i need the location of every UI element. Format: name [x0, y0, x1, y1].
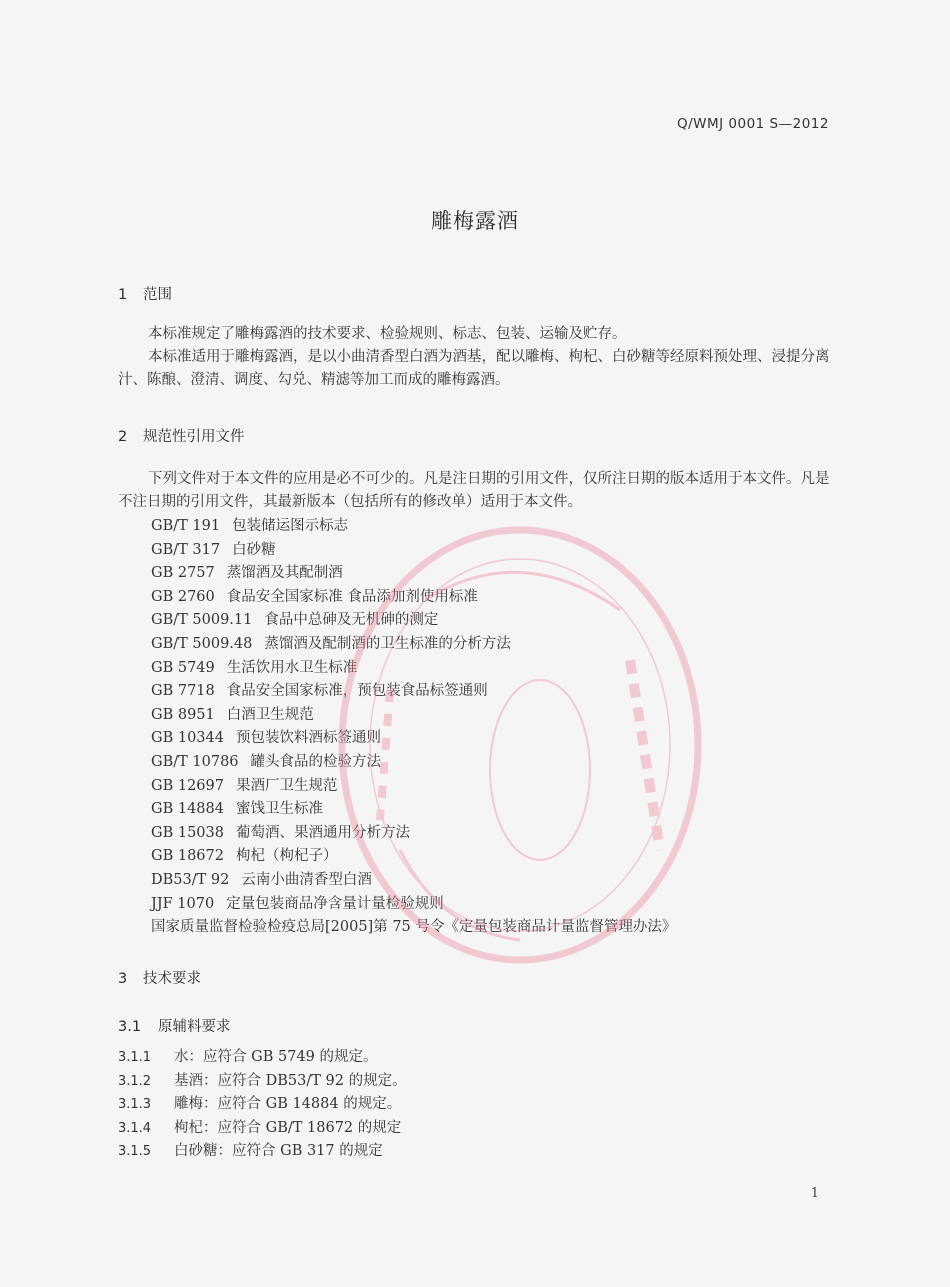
reference-code: GB/T 5009.11	[151, 612, 253, 629]
paragraph: 本标准规定了雕梅露酒的技术要求、检验规则、标志、包装、运输及贮存。	[148, 326, 627, 342]
list-item	[151, 916, 676, 940]
reference-title: 蒸馏酒及其配制酒	[226, 565, 343, 582]
item-text: 基酒：应符合 DB53/T 92 的规定。	[174, 1072, 407, 1089]
item-number: 3.1.4	[118, 1120, 152, 1136]
section-3-heading	[118, 967, 201, 988]
document-title: 雕梅露酒	[431, 209, 519, 233]
list-item	[151, 680, 676, 704]
list-item	[151, 751, 676, 775]
reference-code: GB/T 191	[151, 518, 221, 534]
item-text: 枸杞：应符合 GB/T 18672 的规定	[174, 1119, 402, 1136]
item-number: 3.1.1	[118, 1050, 152, 1065]
list-item	[151, 727, 676, 751]
reference-code: GB 18672	[151, 848, 224, 865]
list-item	[151, 609, 676, 633]
list-item	[151, 822, 676, 846]
section-title: 规范性引用文件	[143, 429, 245, 445]
section-1-body	[118, 323, 833, 392]
reference-title: 罐头食品的检验方法	[250, 753, 382, 770]
document-code: Q/WMJ 0001 S—2012	[676, 116, 829, 132]
list-item	[151, 869, 676, 893]
item-text: 雕梅：应符合 GB 14884 的规定。	[174, 1096, 402, 1113]
reference-code: GB/T 317	[151, 541, 221, 558]
reference-title: 蒸馏酒及配制酒的卫生标准的分析方法	[264, 635, 511, 652]
paragraph: 本标准适用于雕梅露酒，是以小曲清香型白酒为酒基，配以雕梅、枸杞、白砂糖等经原料预处理、浸提分离汁、陈酿、澄清、调度、勾兑、精滤等加工而成的雕梅露酒。	[118, 349, 830, 388]
reference-title: 白酒卫生规范	[226, 706, 314, 723]
page-number: 1	[810, 1186, 819, 1201]
subsection-title: 原辅料要求	[158, 1019, 231, 1035]
section-1-heading	[118, 283, 172, 304]
reference-code: GB 8951	[151, 706, 215, 723]
reference-title: 云南小曲清香型白酒	[241, 871, 372, 888]
reference-title: 预包装饮料酒标签通则	[235, 730, 381, 747]
list-item	[151, 657, 676, 681]
reference-code: DB53/T 92	[151, 871, 230, 888]
reference-title: 葡萄酒、果酒通用分析方法	[235, 824, 410, 841]
list-item	[151, 515, 676, 539]
reference-title: 食品安全国家标准 食品添加剂使用标准	[226, 588, 478, 605]
list-item	[151, 586, 676, 610]
list-item	[151, 704, 676, 728]
reference-code: GB/T 10786	[151, 753, 239, 770]
list-item	[151, 893, 676, 917]
reference-title: 蜜饯卫生标准	[235, 801, 323, 818]
reference-title: 定量包装商品净含量计量检验规则	[226, 895, 444, 912]
reference-code: GB/T 5009.48	[151, 635, 253, 652]
section-2-intro	[118, 468, 833, 514]
list-item	[118, 1093, 407, 1117]
section-number: 1	[118, 287, 128, 303]
reference-code: GB 2757	[151, 565, 215, 582]
reference-title: 枸杞（枸杞子）	[235, 848, 338, 865]
reference-code: GB 2760	[151, 588, 215, 605]
reference-code: GB 12697	[151, 777, 224, 794]
list-item	[151, 633, 676, 657]
section-title: 范围	[143, 287, 172, 303]
reference-title: 包装储运图示标志	[232, 518, 349, 534]
list-item	[151, 845, 676, 869]
reference-code: GB 15038	[151, 824, 224, 841]
reference-list	[151, 515, 676, 940]
list-item	[151, 775, 676, 799]
subsection-3-1-heading	[118, 1015, 231, 1036]
reference-title: 国家质量监督检验检疫总局[2005]第 75 号令《定量包装商品计量监督管理办法》	[151, 919, 677, 936]
reference-code: GB 10344	[151, 730, 224, 747]
section-title: 技术要求	[143, 971, 201, 987]
list-item	[151, 562, 676, 586]
reference-code: GB 5749	[151, 659, 215, 676]
list-item	[118, 1070, 407, 1094]
item-text: 水：应符合 GB 5749 的规定。	[174, 1049, 378, 1065]
list-item	[118, 1140, 407, 1164]
reference-title: 果酒厂卫生规范	[235, 777, 338, 794]
item-number: 3.1.5	[118, 1144, 152, 1160]
reference-code: GB 14884	[151, 801, 224, 818]
list-item	[151, 539, 676, 563]
reference-title: 生活饮用水卫生标准	[226, 659, 358, 676]
reference-code: JJF 1070	[151, 895, 215, 912]
reference-title: 白砂糖	[232, 541, 276, 558]
subsection-number: 3.1	[118, 1019, 142, 1035]
list-item	[118, 1117, 407, 1141]
list-item	[118, 1046, 407, 1070]
item-number: 3.1.2	[118, 1073, 152, 1089]
paragraph: 下列文件对于本文件的应用是必不可少的。凡是注日期的引用文件，仅所注日期的版本适用于本文件。凡是不注日期的引用文件，其最新版本（包括所有的修改单）适用于本文件。	[118, 471, 830, 510]
section-number: 2	[118, 429, 128, 445]
item-text: 白砂糖：应符合 GB 317 的规定	[174, 1143, 383, 1160]
reference-code: GB 7718	[151, 683, 215, 700]
list-item	[151, 798, 676, 822]
reference-title: 食品中总砷及无机砷的测定	[264, 612, 439, 629]
requirement-list	[118, 1046, 407, 1164]
item-number: 3.1.3	[118, 1097, 152, 1113]
reference-title: 食品安全国家标准，预包装食品标签通则	[226, 683, 488, 700]
section-2-heading	[118, 425, 245, 446]
section-number: 3	[118, 971, 128, 987]
